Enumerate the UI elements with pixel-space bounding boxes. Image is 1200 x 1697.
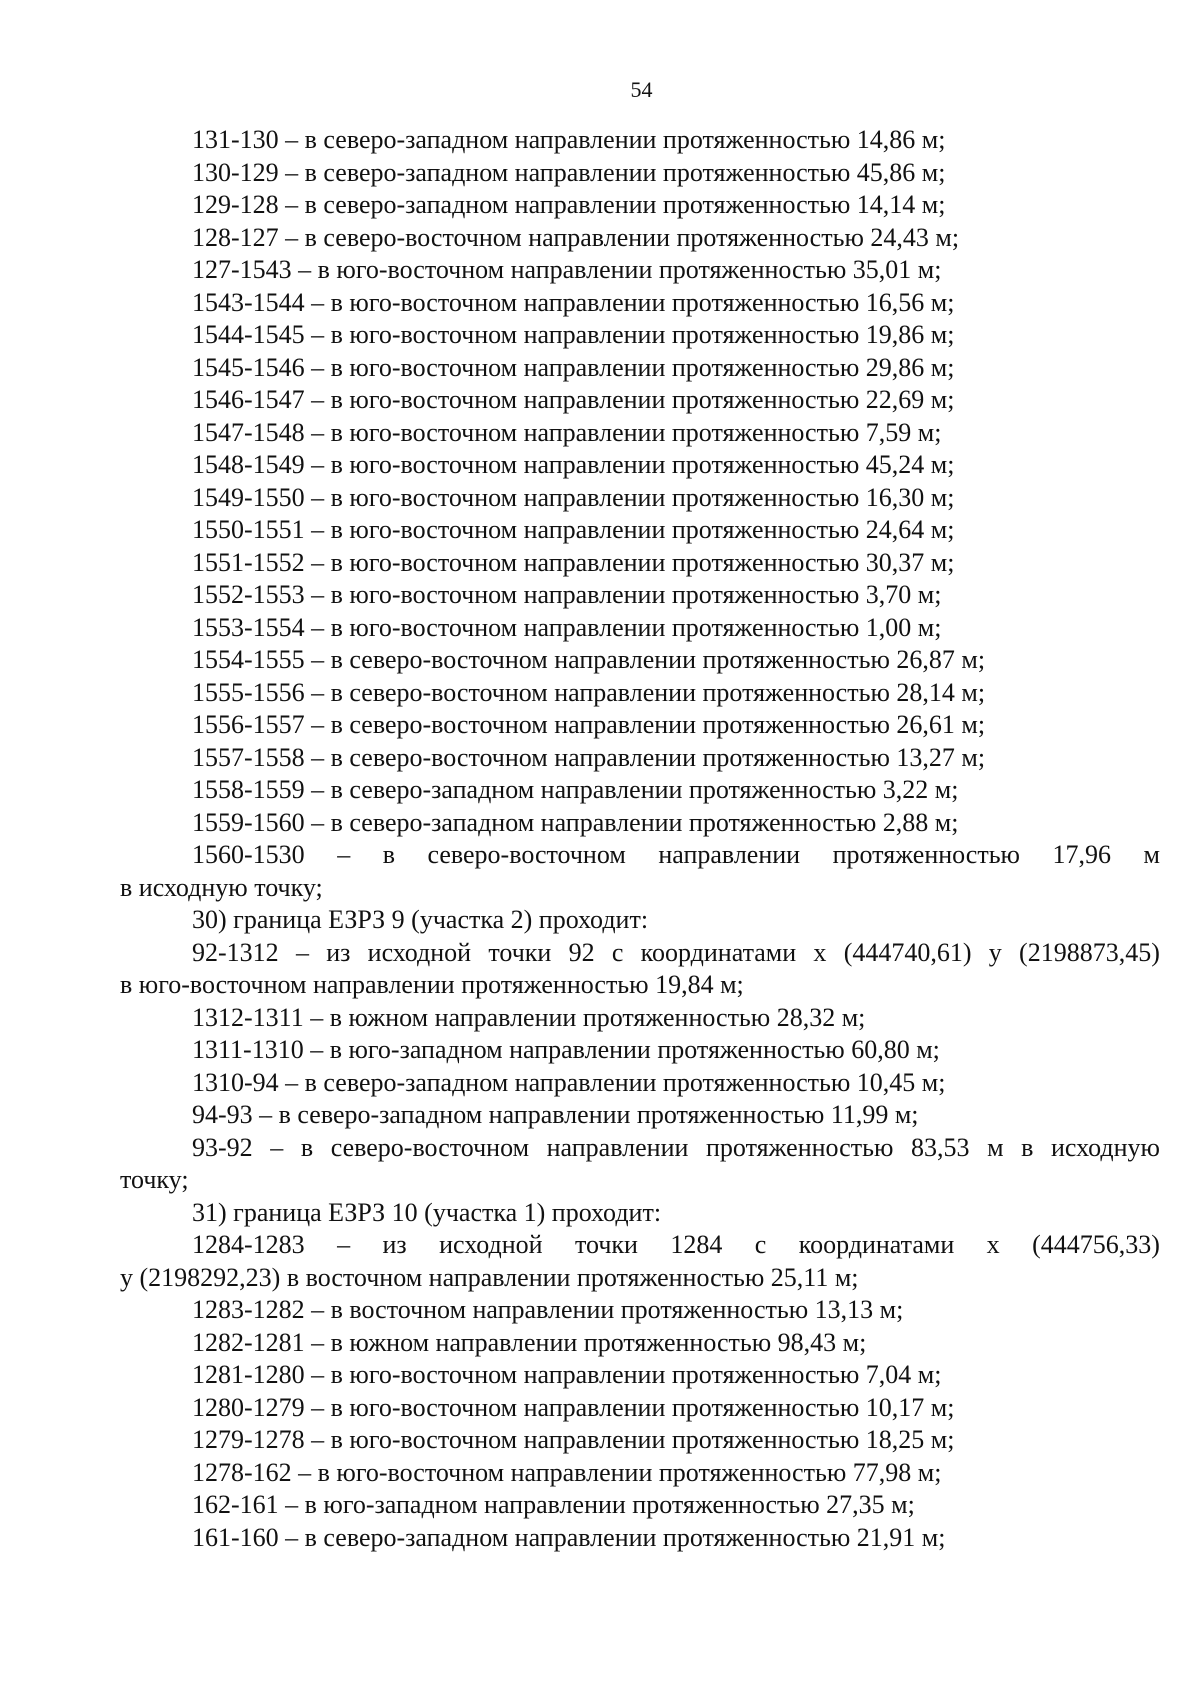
document-body (120, 124, 1160, 1554)
boundary-segment-line: 1278-162 – в юго-восточном направлении протяженностью 77,98 м; (192, 1457, 942, 1487)
justified-word: в (382, 840, 395, 869)
boundary-segment-line: 1312-1311 – в южном направлении протяженностью 28,32 м; (192, 1002, 866, 1032)
boundary-segment-line: 1281-1280 – в юго-восточном направлении протяженностью 7,04 м; (192, 1360, 942, 1389)
justified-word: северо-восточном (427, 840, 626, 869)
justified-word: 1560-1530 (192, 840, 305, 869)
section-30-heading: 30) граница ЕЗРЗ 9 (участка 2) проходит: (192, 905, 649, 934)
justified-word: точки (488, 937, 552, 967)
justified-word: 17,96 (1052, 840, 1111, 869)
justified-word: протяженностью (706, 1132, 894, 1162)
boundary-segment-line: 128-127 – в северо-восточном направлении протяженностью 24,43 м; (192, 222, 960, 252)
section-31-first-segment (120, 1229, 1160, 1262)
boundary-segment-line: 1554-1555 – в северо-восточном направлении протяженностью 26,87 м; (192, 645, 986, 674)
boundary-segment-continuation: в исходную точку; (120, 872, 323, 902)
justified-word: х (813, 937, 827, 967)
justified-word: 93-92 (192, 1132, 253, 1162)
justified-word: в (300, 1132, 314, 1162)
justified-word: координатами (640, 937, 797, 967)
justified-word: (444740,61) (843, 937, 972, 967)
boundary-segment-list (120, 124, 1160, 839)
boundary-segment-line: 1549-1550 – в юго-восточном направлении протяженностью 16,30 м; (192, 482, 955, 512)
boundary-segment-line-justified (120, 839, 1160, 872)
boundary-segment-line: 1558-1559 – в северо-западном направлении протяженностью 3,22 м; (192, 775, 959, 804)
boundary-segment-line: 1310-94 – в северо-западном направлении протяженностью 10,45 м; (192, 1067, 946, 1097)
justified-word: исходной (439, 1230, 543, 1259)
justified-word: – (270, 1132, 284, 1162)
boundary-segment-line: 1311-1310 – в юго-западном направлении протяженностью 60,80 м; (192, 1035, 940, 1064)
justified-word: направлении (546, 1132, 689, 1162)
boundary-segment-line: 161-160 – в северо-западном направлении протяженностью 21,91 м; (192, 1522, 946, 1552)
section-31-heading: 31) граница ЕЗРЗ 10 (участка 1) проходит: (192, 1197, 662, 1227)
justified-word: 92-1312 (192, 937, 279, 967)
justified-word: 1284-1283 (192, 1230, 305, 1259)
boundary-segment-line: 1559-1560 – в северо-западном направлении протяженностью 2,88 м; (192, 807, 959, 837)
section-30-segment-list (120, 1002, 1160, 1132)
boundary-segment-line: 127-1543 – в юго-восточном направлении протяженностью 35,01 м; (192, 255, 942, 284)
justified-word: точки (574, 1230, 638, 1259)
boundary-segment-line: 1280-1279 – в юго-восточном направлении протяженностью 10,17 м; (192, 1392, 955, 1422)
page-number: 54 (630, 77, 653, 102)
justified-word: исходную (1050, 1132, 1160, 1162)
boundary-segment-line: 1546-1547 – в юго-восточном направлении протяженностью 22,69 м; (192, 385, 955, 414)
justified-word: 1284 (670, 1230, 723, 1259)
section-30-last-continuation: точку; (120, 1165, 189, 1194)
justified-word: в (1021, 1132, 1034, 1162)
boundary-segment-line: 1282-1281 – в южном направлении протяженностью 98,43 м; (192, 1327, 867, 1357)
boundary-segment-line: 1556-1557 – в северо-восточном направлении протяженностью 26,61 м; (192, 710, 986, 739)
boundary-segment-line: 129-128 – в северо-западном направлении протяженностью 14,14 м; (192, 190, 946, 219)
justified-word: с (611, 937, 624, 967)
justified-word: у (988, 937, 1002, 967)
boundary-segment-line: 1555-1556 – в северо-восточном направлении протяженностью 28,14 м; (192, 677, 986, 707)
boundary-segment-line: 1551-1552 – в юго-восточном направлении протяженностью 30,37 м; (192, 547, 955, 577)
justified-word: исходной (367, 937, 472, 967)
section-30-last-segment (120, 1132, 1160, 1165)
boundary-segment-line: 1543-1544 – в юго-восточном направлении протяженностью 16,56 м; (192, 287, 955, 317)
justified-word: м (1143, 840, 1160, 869)
justified-word: северо-восточном (330, 1132, 530, 1162)
justified-word: направлении (658, 840, 801, 869)
boundary-segment-line: 1557-1558 – в северо-восточном направлении протяженностью 13,27 м; (192, 742, 986, 772)
boundary-segment-line: 131-130 – в северо-западном направлении протяженностью 14,86 м; (192, 125, 946, 154)
boundary-segment-line: 1545-1546 – в юго-восточном направлении протяженностью 29,86 м; (192, 352, 955, 382)
justified-word: – (337, 840, 351, 869)
boundary-segment-line: 1544-1545 – в юго-восточном направлении протяженностью 19,86 м; (192, 320, 955, 349)
justified-word: протяженностью (832, 840, 1020, 869)
boundary-segment-line: 1553-1554 – в юго-восточном направлении протяженностью 1,00 м; (192, 612, 942, 642)
justified-word: из (382, 1230, 407, 1259)
boundary-segment-line: 1550-1551 – в юго-восточном направлении протяженностью 24,64 м; (192, 515, 955, 544)
justified-word: х (986, 1230, 1000, 1259)
justified-word: – (295, 937, 309, 967)
boundary-segment-line: 94-93 – в северо-западном направлении протяженностью 11,99 м; (192, 1100, 919, 1129)
section-30-first-continuation: в юго-восточном направлении протяженностью 19,84 м; (120, 970, 744, 999)
section-30-first-segment (120, 937, 1160, 970)
boundary-segment-line: 130-129 – в северо-западном направлении протяженностью 45,86 м; (192, 157, 946, 187)
boundary-segment-line: 1547-1548 – в юго-восточном направлении протяженностью 7,59 м; (192, 417, 942, 447)
boundary-segment-line: 162-161 – в юго-западном направлении протяженностью 27,35 м; (192, 1490, 915, 1519)
justified-word: – (337, 1230, 351, 1259)
justified-word: с (754, 1230, 767, 1259)
justified-word: координатами (798, 1230, 955, 1259)
justified-word: 83,53 (910, 1132, 970, 1162)
boundary-segment-line: 1552-1553 – в юго-восточном направлении протяженностью 3,70 м; (192, 580, 942, 609)
section-31-segment-list (120, 1294, 1160, 1554)
boundary-segment-line: 1283-1282 – в восточном направлении протяженностью 13,13 м; (192, 1295, 904, 1324)
section-31-first-continuation: у (2198292,23) в восточном направлении протяженностью 25,11 м; (120, 1262, 859, 1292)
justified-word: (2198873,45) (1019, 937, 1160, 967)
justified-word: (444756,33) (1032, 1230, 1160, 1259)
boundary-segment-line: 1279-1278 – в юго-восточном направлении протяженностью 18,25 м; (192, 1425, 955, 1454)
boundary-segment-line: 1548-1549 – в юго-восточном направлении протяженностью 45,24 м; (192, 450, 955, 479)
justified-word: 92 (568, 937, 595, 967)
justified-word: м (987, 1132, 1004, 1162)
justified-word: из (326, 937, 351, 967)
